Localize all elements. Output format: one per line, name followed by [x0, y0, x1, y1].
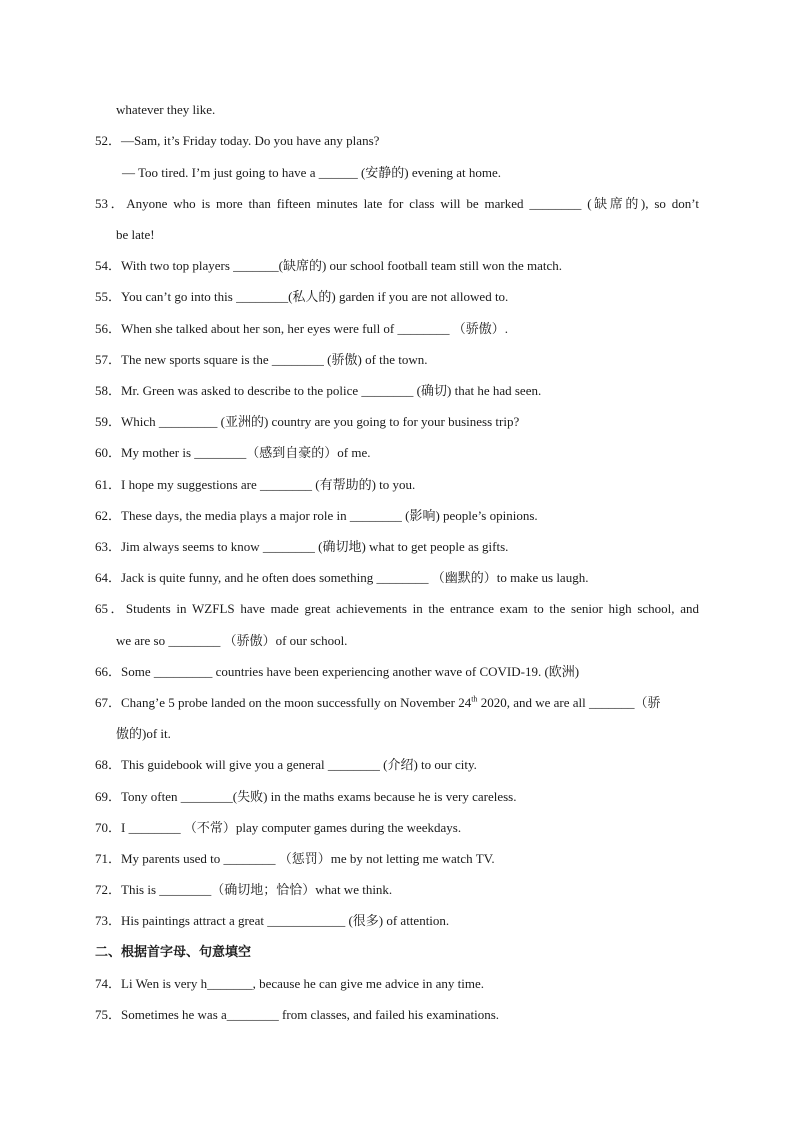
question-52-line-1: 52．—Sam, it’s Friday today. Do you have any plans? [95, 133, 380, 148]
question-54: 54．With two top players _______(缺席的) our school football team still won the match. [95, 258, 563, 273]
question-74: 74．Li Wen is very h_______, because he can give me advice in any time. [95, 976, 484, 991]
question-65-line-1: 65．Students in WZFLS have made great achievements in the entrance exam to the senior high school, and [95, 601, 699, 616]
question-63: 63．Jim always seems to know ________ (确切地) what to get people as gifts. [95, 539, 509, 554]
question-60: 60．My mother is ________（感到自豪的）of me. [95, 445, 371, 460]
question-65-line-2: we are so ________ （骄傲）of our school. [116, 633, 348, 648]
question-71: 71．My parents used to ________ （惩罚）me by not letting me watch TV. [95, 851, 495, 866]
question-52-line-2: — Too tired. I’m just going to have a ______ (安静的) evening at home. [122, 165, 502, 180]
question-67-line-2: 傲的)of it. [116, 726, 171, 741]
question-68: 68．This guidebook will give you a general ________ (介绍) to our city. [95, 757, 477, 772]
question-67-line-1 [95, 694, 660, 712]
question-75: 75．Sometimes he was a________ from classes, and failed his examinations. [95, 1007, 500, 1022]
section-heading: 二、根据首字母、句意填空 [95, 945, 252, 960]
question-67-text-start: 67．Chang’e 5 probe landed on the moon successfully on November 24 [95, 695, 472, 710]
question-70: 70．I ________ （不常）play computer games during the weekdays. [95, 820, 462, 835]
question-69: 69．Tony often ________(失败) in the maths exams because he is very careless. [95, 789, 517, 804]
continued-line: whatever they like. [116, 102, 216, 117]
question-58: 58．Mr. Green was asked to describe to the police ________ (确切) that he had seen. [95, 383, 542, 398]
question-62: 62．These days, the media plays a major role in ________ (影响) people’s opinions. [95, 508, 538, 523]
question-56: 56．When she talked about her son, her eyes were full of ________ （骄傲）. [95, 321, 509, 336]
question-55: 55．You can’t go into this ________(私人的) garden if you are not allowed to. [95, 289, 509, 304]
question-61: 61．I hope my suggestions are ________ (有帮助的) to you. [95, 477, 416, 492]
question-67-text-end: 2020, and we are all _______（骄 [477, 695, 661, 710]
question-64: 64．Jack is quite funny, and he often does something ________ （幽默的）to make us laugh. [95, 570, 589, 585]
question-57: 57．The new sports square is the ________ (骄傲) of the town. [95, 352, 428, 367]
question-66: 66．Some _________ countries have been experiencing another wave of COVID-19. (欧洲) [95, 664, 580, 679]
question-53-line-2: be late! [116, 227, 155, 242]
question-53-line-1: 53．Anyone who is more than fifteen minutes late for class will be marked ________ (缺席的), so don’t [95, 196, 699, 211]
ordinal-superscript: th [471, 694, 478, 704]
question-73: 73．His paintings attract a great ____________ (很多) of attention. [95, 913, 450, 928]
question-59: 59．Which _________ (亚洲的) country are you going to for your business trip? [95, 414, 520, 429]
question-72: 72．This is ________（确切地；恰恰）what we think. [95, 882, 393, 897]
